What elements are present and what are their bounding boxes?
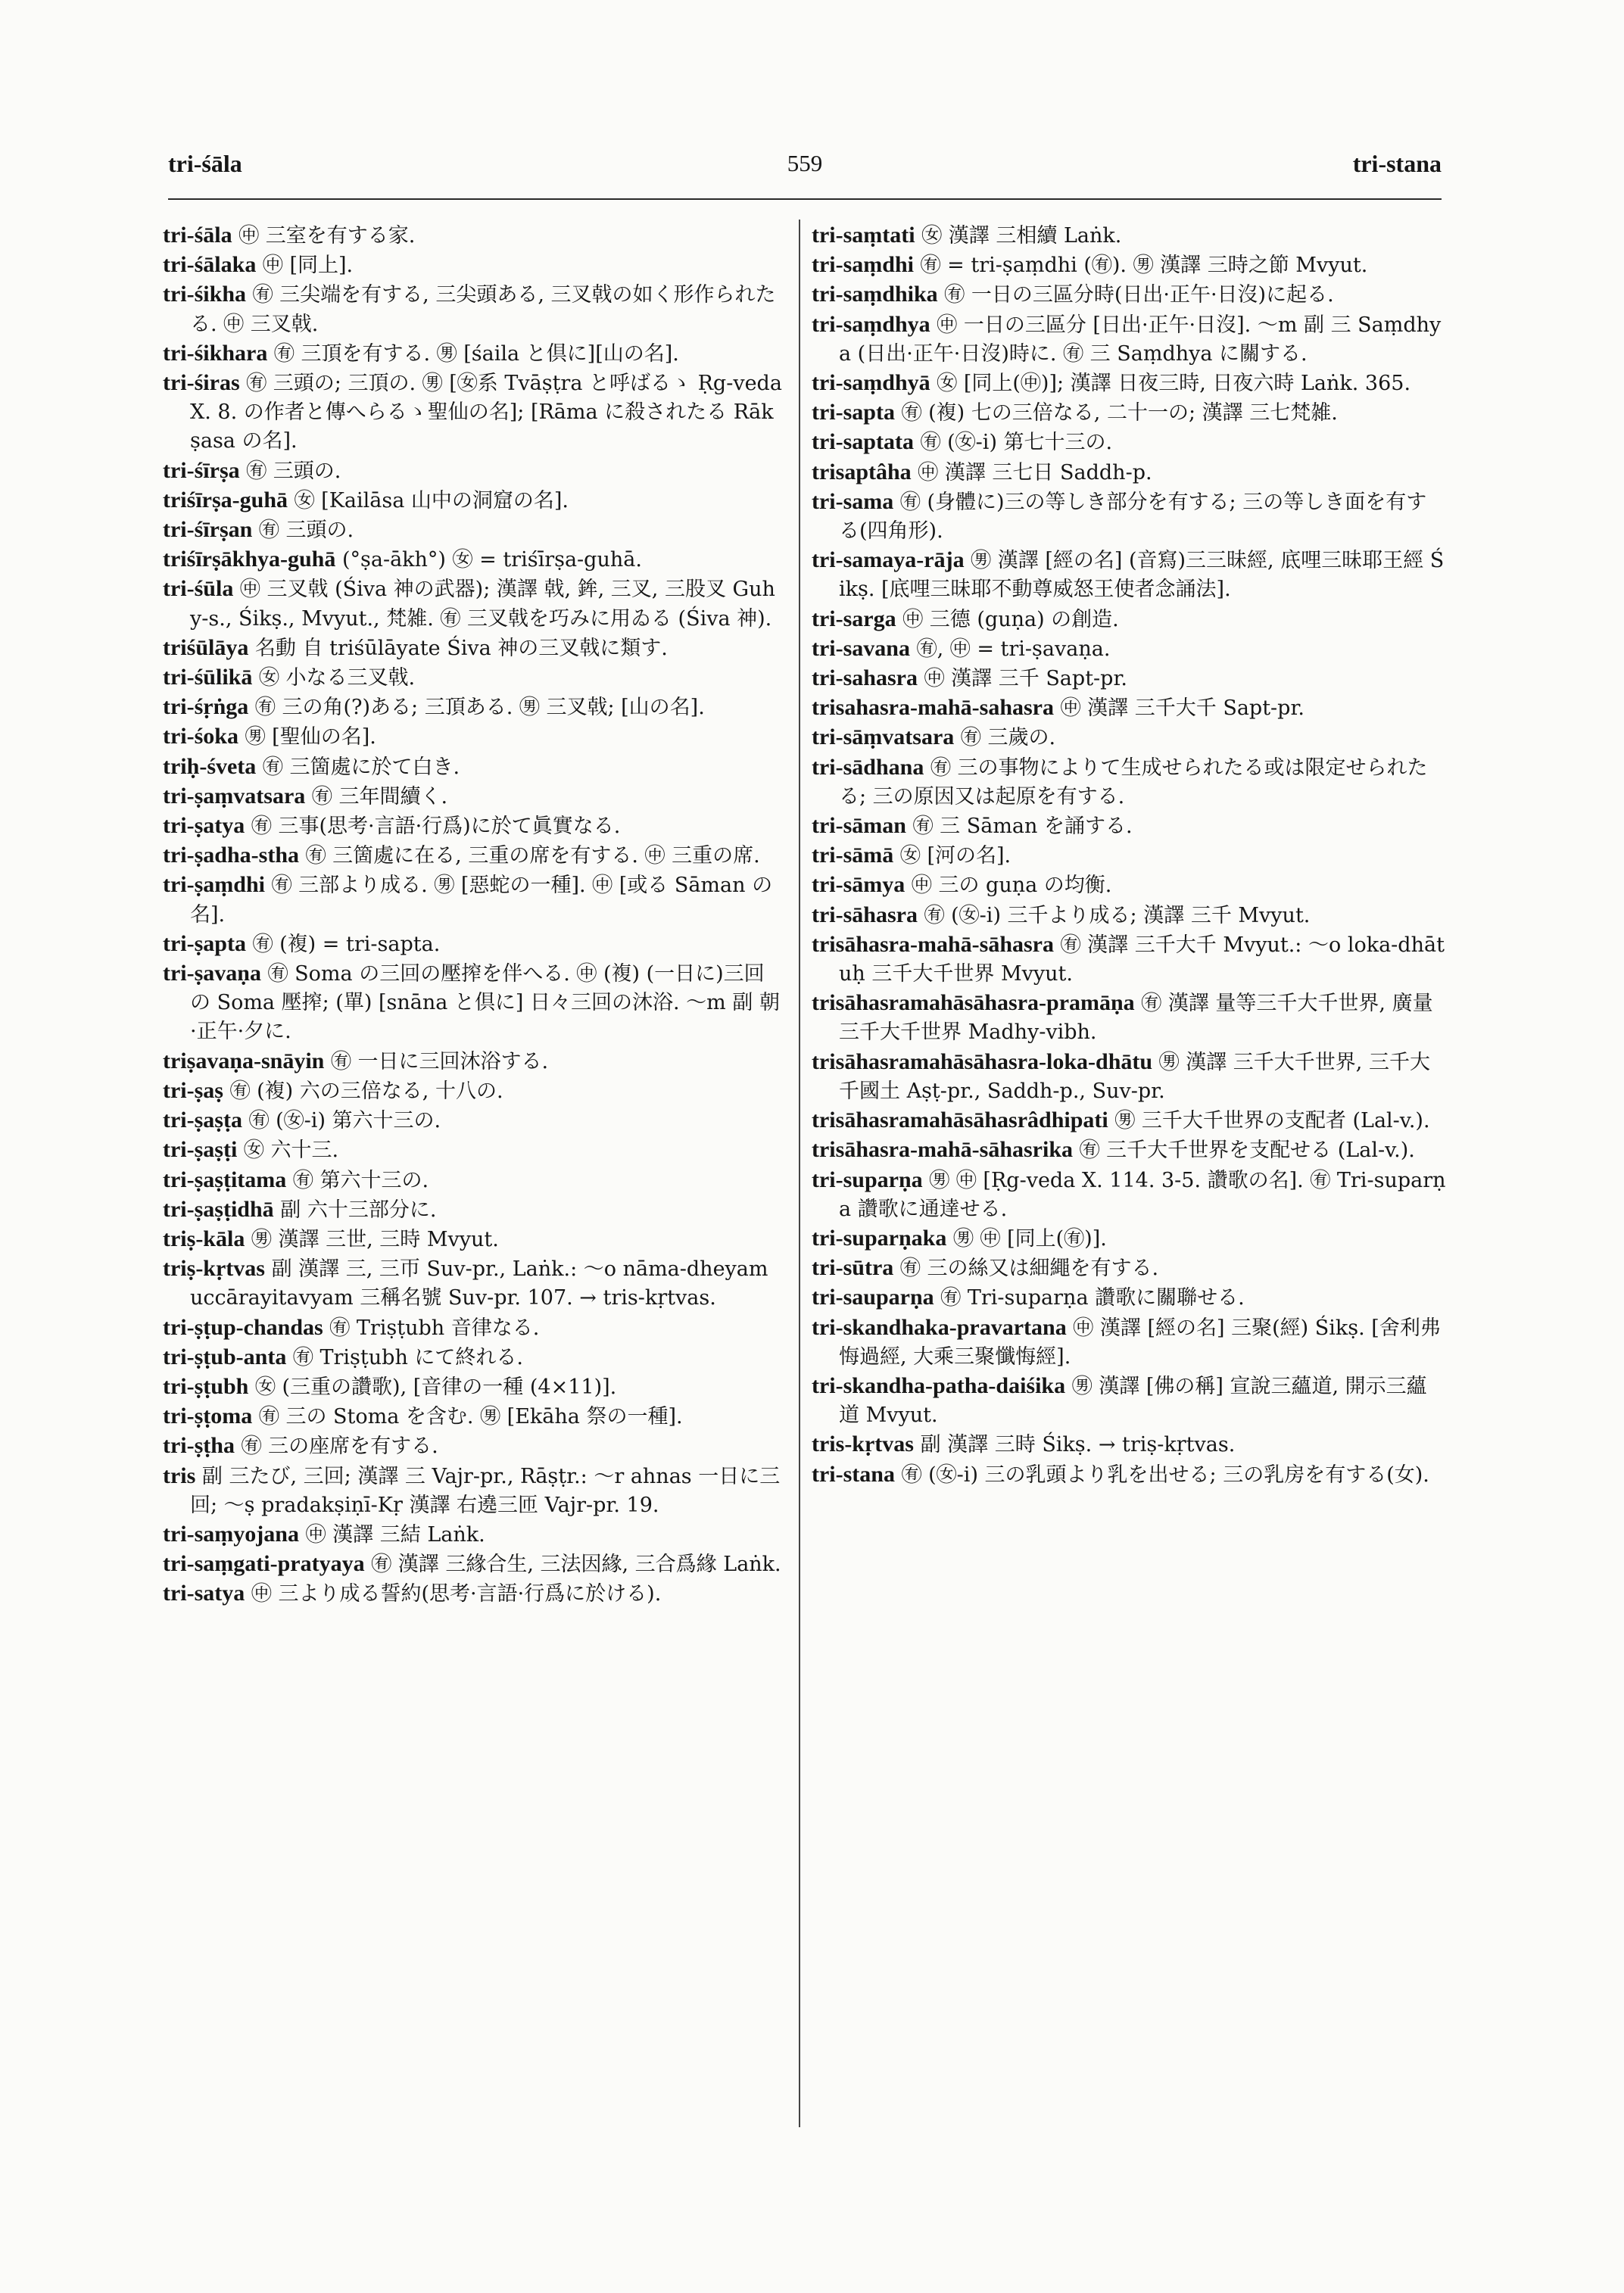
entry-headword: tri-suparṇa <box>812 1167 923 1192</box>
entry-headword: tris <box>163 1463 196 1488</box>
entry-definition: ㊥ 漢譯 三千 Sapt-pr. <box>917 667 1127 691</box>
entry-definition: ㊒ 三箇處に在る, 三重の席を有する. ㊥ 三重の席. <box>299 844 760 868</box>
entry-headword: tri-saṃyojana <box>163 1521 299 1547</box>
dictionary-entry <box>163 1372 784 1402</box>
entry-definition: ㊒ 三頭の. <box>239 459 341 483</box>
entry-headword: tri-śoka <box>163 724 238 749</box>
entry-headword: tri-śīrṣan <box>163 517 253 543</box>
dictionary-entry <box>163 959 784 1047</box>
entry-definition: 名動 自 triśūlāyate Śiva 神の三叉戟に類す. <box>248 636 668 660</box>
entry-headword: tri-sauparṇa <box>812 1285 934 1310</box>
entry-definition: ㊒ Soma の三回の壓搾を伴へる. ㊥ (複) (一日に)三回の Soma 壓搾; (單) [snāna と倶に] 日々三回の沐浴. ～m 副 朝·正午·夕に. <box>190 962 780 1044</box>
entry-definition: ㊛ [同上(㊥)]; 漢譯 日夜三時, 日夜六時 Laṅk. 365. <box>930 372 1411 396</box>
entry-definition: ㊒ 三箇處に於て白き. <box>256 755 460 779</box>
entry-definition: ㊒ 三の座席を有する. <box>234 1435 438 1459</box>
entry-headword: triṣ-kāla <box>163 1226 245 1251</box>
dictionary-entry <box>163 693 784 722</box>
entry-definition: ㊒ 漢譯 三緣合生, 三法因緣, 三合爲緣 Laṅk. <box>364 1553 781 1577</box>
dictionary-entry <box>163 663 784 693</box>
entry-definition: ㊒ = tri-ṣaṃdhi (㊒). ㊚ 漢譯 三時之節 Mvyut. <box>914 254 1368 278</box>
dictionary-entry <box>812 1372 1446 1430</box>
dictionary-entry <box>163 1550 784 1579</box>
entry-definition: ㊒ 一日に三回沐浴する. <box>324 1049 549 1073</box>
entry-definition: ㊥ 一日の三區分 [日出·正午·日沒]. ～m 副 三 Saṃdhya (日出·正午·日沒)時に. ㊒ 三 Saṃdhya に關する. <box>839 313 1442 366</box>
entry-definition: ㊒ 三の事物によりて生成せられたる或は限定せられたる; 三の原因又は起原を有する. <box>839 756 1428 808</box>
entry-headword: tri-ṣṭubh <box>163 1373 249 1399</box>
entry-headword: tri-śāla <box>163 223 232 248</box>
entry-definition: ㊒, ㊥ = tri-ṣavaṇa. <box>910 637 1111 661</box>
dictionary-entry <box>812 1224 1446 1254</box>
entry-definition: ㊒ 一日の三區分時(日出·正午·日沒)に起る. <box>937 283 1334 307</box>
dictionary-entry <box>812 458 1446 488</box>
entry-headword: tri-ṣaṣ <box>163 1077 223 1103</box>
entry-definition: 副 漢譯 三時 Śikṣ. → triṣ-kṛtvas. <box>913 1433 1236 1457</box>
entry-headword: tri-sarga <box>812 606 896 631</box>
entry-definition: ㊥ 三室を有する家. <box>232 224 416 248</box>
entry-definition: ㊛ [Kailāsa 山中の洞窟の名]. <box>288 488 569 512</box>
entry-definition: ㊥ 漢譯 [經の名] 三聚(經) Śikṣ. [舍利弗悔過經, 大乘三聚懺悔經]. <box>839 1316 1441 1369</box>
entry-headword: tri-stana <box>812 1461 895 1487</box>
entry-definition: ㊥ 三叉戟 (Śiva 神の武器); 漢譯 戟, 鉾, 三叉, 三股叉 Guhy-s., Śikṣ., Mvyut., 梵雑. ㊒ 三叉戟を巧みに用ゐる (Śiva 神). <box>190 578 775 631</box>
page-header <box>168 150 1442 188</box>
entry-definition: ㊛ 漢譯 三相續 Laṅk. <box>915 224 1122 248</box>
entry-definition: 副 三たび, 三回; 漢譯 三 Vajr-pr., Rāṣṭr.: ～r ahnas 一日に三回; ～ṣ pradakṣiṇī-Kṛ 漢譯 右遶三匝 Vajr-pr. 19. <box>190 1464 781 1517</box>
dictionary-entry <box>163 339 784 369</box>
dictionary-entry <box>812 1313 1446 1372</box>
dictionary-entry <box>812 1254 1446 1283</box>
entry-headword: trisāhasramahāsāhasrâdhipati <box>812 1108 1108 1133</box>
entry-headword: tri-sāhasra <box>812 902 918 927</box>
dictionary-entry <box>812 989 1446 1047</box>
entry-headword: tri-sapta <box>812 400 895 425</box>
dictionary-entry <box>163 1462 784 1520</box>
entry-headword: tri-saṃdhi <box>812 252 914 278</box>
dictionary-entry <box>812 634 1446 664</box>
dictionary-entry <box>163 1106 784 1136</box>
entry-headword: tri-ṣavaṇa <box>163 961 261 986</box>
dictionary-entry <box>812 1430 1446 1460</box>
entry-headword: tri-sama <box>812 488 894 514</box>
entry-headword: tri-ṣṭub-anta <box>163 1344 287 1369</box>
entry-headword: tri-samaya-rāja <box>812 547 965 573</box>
entry-definition: ㊥ 漢譯 三七日 Saddh-p. <box>911 460 1152 484</box>
dictionary-entry <box>163 634 784 663</box>
entry-headword: tri-ṣaṣṭi <box>163 1137 238 1163</box>
dictionary-entry <box>163 280 784 338</box>
dictionary-entry <box>163 1313 784 1343</box>
entry-definition: ㊛ 小なる三叉戟. <box>252 666 416 690</box>
entry-definition: ㊚ 漢譯 三千大千世界, 三千大千國土 Aṣṭ-pr., Saddh-p., Suv-pr. <box>839 1050 1430 1103</box>
entry-headword: triṣ-kṛtvas <box>163 1256 265 1282</box>
entry-definition: ㊒ (㊛-i) 第七十三の. <box>913 431 1113 455</box>
entry-definition: ㊒ 三の絲又は細繩を有する. <box>893 1257 1159 1281</box>
dictionary-entry <box>812 693 1446 723</box>
entry-headword: tri-skandha-patha-daiśika <box>812 1372 1066 1398</box>
entry-headword: trisahasra-mahā-sahasra <box>812 695 1054 721</box>
entry-headword: triśīrṣa-guhā <box>163 487 288 512</box>
dictionary-entry <box>812 369 1446 398</box>
dictionary-entry <box>163 752 784 782</box>
dictionary-entry <box>163 516 784 545</box>
entry-headword: tri-saṃgati-pratyaya <box>163 1551 365 1577</box>
entry-definition: ㊚ 漢譯 [佛の稱] 宣說三蘊道, 開示三蘊道 Mvyut. <box>839 1374 1427 1428</box>
entry-definition: ㊒ (複) 七の三倍なる, 二十一の; 漢譯 三七梵雑. <box>894 401 1338 425</box>
entry-headword: tri-sādhana <box>812 754 924 780</box>
entry-headword: tri-saṃdhya <box>812 311 930 337</box>
dictionary-entry <box>812 1136 1446 1165</box>
dictionary-entry <box>163 575 784 633</box>
entry-definition: ㊒ (㊛-i) 三千より成る; 漢譯 三千 Mvyut. <box>917 903 1311 927</box>
header-rule <box>168 198 1442 200</box>
entry-headword: triśīrṣākhya-guhā <box>163 547 336 572</box>
entry-headword: tri-sāmya <box>812 872 906 898</box>
dictionary-entry <box>812 930 1446 989</box>
entry-headword: trisāhasra-mahā-sāhasrika <box>812 1137 1074 1163</box>
entry-definition: ㊒ 漢譯 三千大千 Mvyut.: ～o loka-dhātuḥ 三千大千世界 Mvyut. <box>839 933 1445 986</box>
entry-headword: tri-śūla <box>163 576 234 602</box>
entry-definition: ㊚ [聖仙の名]. <box>238 725 376 749</box>
entry-definition: ㊚ 漢譯 [經の名] (音寫)三三昧經, 底哩三昧耶王經 Śikṣ. [底哩三昧耶不動尊威怒王使者念誦法]. <box>839 549 1445 602</box>
entry-definition: ㊚ ㊥ [同上(㊒)]. <box>946 1226 1107 1251</box>
entry-definition: ㊛ (三重の讚歌), [音律の一種 (4×11)]. <box>248 1375 617 1399</box>
entry-headword: tri-ṣaṣṭidhā <box>163 1196 274 1222</box>
entry-headword: tri-sahasra <box>812 665 918 691</box>
entry-definition: ㊥ 漢譯 三千大千 Sapt-pr. <box>1054 696 1304 721</box>
dictionary-entry <box>163 930 784 959</box>
entry-definition: ㊛ 六十三. <box>237 1139 339 1163</box>
entry-definition: ㊒ 漢譯 量等三千大千世界, 廣量三千大千世界 Madhy-vibh. <box>839 992 1433 1045</box>
dictionary-entry <box>163 1047 784 1076</box>
entry-definition: ㊚ 漢譯 三世, 三時 Mvyut. <box>245 1227 499 1251</box>
dictionary-entry <box>163 456 784 486</box>
entry-definition: ㊥ 漢譯 三結 Laṅk. <box>298 1522 485 1547</box>
entry-headword: tri-saṃtati <box>812 223 915 248</box>
page-number: 559 <box>787 150 823 176</box>
dictionary-entry <box>812 1166 1446 1224</box>
entry-headword: tri-satya <box>163 1581 245 1606</box>
entry-headword: tri-suparṇaka <box>812 1225 947 1251</box>
dictionary-entry <box>812 488 1446 546</box>
entry-definition: ㊒ 三歲の. <box>954 726 1056 750</box>
entry-headword: tri-ṣaṣṭitama <box>163 1167 287 1192</box>
dictionary-entry <box>812 1048 1446 1106</box>
entry-definition: ㊒ 三の Stoma を含む. ㊚ [Ekāha 祭の一種]. <box>252 1405 683 1429</box>
dictionary-entry <box>812 841 1446 871</box>
dictionary-entry <box>163 871 784 929</box>
entry-headword: tri-śūlikā <box>163 665 253 690</box>
entry-definition: ㊒ 三の角(?)ある; 三頂ある. ㊚ 三叉戟; [山の名]. <box>248 696 705 720</box>
header-right-guideword: tri-stana <box>1352 150 1442 177</box>
dictionary-entry <box>163 841 784 871</box>
dictionary-entry <box>812 812 1446 841</box>
entry-definition: ㊒ (㊛-i) 三の乳頭より乳を出せる; 三の乳房を有する(女). <box>894 1463 1429 1487</box>
dictionary-entry <box>163 1195 784 1225</box>
entry-definition: ㊒ 三事(思考·言語·行爲)に於て眞實なる. <box>245 815 621 839</box>
entry-headword: tri-ṣatya <box>163 813 245 839</box>
entry-headword: tri-śālaka <box>163 252 257 278</box>
entry-headword: tri-ṣapta <box>163 930 246 956</box>
dictionary-entry <box>812 1283 1446 1313</box>
entry-definition: ㊥ 三德 (guṇa) の創造. <box>896 607 1119 631</box>
left-column <box>163 221 784 1609</box>
dictionary-entry <box>163 1520 784 1550</box>
entry-headword: tri-śikhara <box>163 340 268 366</box>
entry-definition: ㊒ 三年間續く. <box>305 784 448 808</box>
entry-definition: ㊒ (㊛-i) 第六十三の. <box>242 1109 441 1133</box>
entry-definition: ㊚ ㊥ [Ṛg-veda X. 114. 3-5. 讚歌の名]. ㊒ Tri-suparṇa 讚歌に通達せる. <box>839 1168 1446 1221</box>
dictionary-entry <box>812 753 1446 812</box>
entry-headword: tri-saṃdhyā <box>812 370 930 396</box>
entry-headword: tri-śikha <box>163 282 247 307</box>
dictionary-entry <box>163 1579 784 1609</box>
entry-definition: ㊒ 第六十三の. <box>286 1168 429 1192</box>
dictionary-entry <box>812 1106 1446 1136</box>
dictionary-entry <box>812 871 1446 900</box>
dictionary-entry <box>163 251 784 280</box>
entry-headword: tri-sūtra <box>812 1255 894 1281</box>
entry-definition: ㊒ 三 Sāman を誦する. <box>906 815 1133 839</box>
entry-headword: trisaptâha <box>812 459 912 484</box>
entry-headword: tri-ṣadha-stha <box>163 843 300 868</box>
dictionary-entry <box>812 901 1446 930</box>
entry-headword: triḥ-śveta <box>163 753 257 779</box>
entry-headword: tri-śiras <box>163 370 240 396</box>
entry-headword: trisāhasra-mahā-sāhasra <box>812 931 1054 957</box>
dictionary-entry <box>163 722 784 752</box>
entry-definition: ㊒ 三頭の; 三頂の. ㊚ [㊛系 Tvāṣṭra と呼ばるゝ Ṛg-veda X. 8. の作者と傳へらるゝ聖仙の名]; [Rāma に殺されたる Rākṣasa の名]. <box>190 372 782 453</box>
entry-definition: ㊒ 三部より成る. ㊚ [惡蛇の一種]. ㊥ [或る Sāman の名]. <box>190 874 773 927</box>
entry-definition: ㊛ [河の名]. <box>893 844 1011 868</box>
entry-headword: tri-ṣṭoma <box>163 1404 253 1429</box>
entry-headword: tri-ṣṭha <box>163 1433 235 1459</box>
dictionary-entry <box>812 546 1446 604</box>
dictionary-entry <box>812 398 1446 428</box>
dictionary-entry <box>812 280 1446 310</box>
entry-definition: ㊒ 三頂を有する. ㊚ [śaila と倶に][山の名]. <box>267 341 679 366</box>
entry-headword: tri-saṃdhika <box>812 282 938 307</box>
entry-headword: tri-ṣaṃdhi <box>163 872 265 898</box>
dictionary-entry <box>812 1460 1446 1490</box>
dictionary-entry <box>163 486 784 516</box>
entry-headword: tri-saptata <box>812 429 914 455</box>
dictionary-entry <box>163 221 784 251</box>
entry-definition: ㊚ 三千大千世界の支配者 (Lal-v.). <box>1108 1109 1430 1133</box>
entry-definition: ㊒ (複) 六の三倍なる, 十八の. <box>223 1079 503 1103</box>
entry-definition: ㊒ 三頭の. <box>252 519 354 543</box>
entry-headword: triṣavaṇa-snāyin <box>163 1048 325 1073</box>
dictionary-entry <box>163 1343 784 1372</box>
entry-definition: (°ṣa-ākh°) ㊛ = triśīrṣa-guhā. <box>335 548 642 572</box>
entry-definition: ㊒ 三千大千世界を支配せる (Lal-v.). <box>1073 1139 1415 1163</box>
entry-headword: tri-ṣaṃvatsara <box>163 783 306 808</box>
dictionary-entry <box>163 1225 784 1254</box>
dictionary-entry <box>812 221 1446 251</box>
dictionary-entry <box>163 1432 784 1461</box>
entry-definition: ㊥ 三より成る誓約(思考·言語·行爲に於ける). <box>245 1582 662 1606</box>
entry-definition: ㊒ Tri-suparṇa 讚歌に關聯せる. <box>934 1286 1245 1310</box>
right-column <box>812 221 1446 1490</box>
entry-headword: tri-ṣṭup-chandas <box>163 1314 323 1340</box>
dictionary-entry <box>163 369 784 456</box>
dictionary-entry <box>163 782 784 812</box>
entry-headword: triśūlāya <box>163 634 249 660</box>
entry-headword: trisāhasramahāsāhasra-loka-dhātu <box>812 1048 1153 1074</box>
header-left-guideword: tri-śāla <box>168 150 242 177</box>
entry-definition: ㊒ (複) = tri-sapta. <box>245 932 441 956</box>
entry-headword: tris-kṛtvas <box>812 1432 914 1457</box>
entry-definition: ㊒ Triṣṭubh 音律なる. <box>323 1316 540 1340</box>
dictionary-entry <box>163 1076 784 1106</box>
dictionary-entry <box>163 1136 784 1165</box>
dictionary-entry <box>812 664 1446 693</box>
entry-headword: tri-sāman <box>812 813 906 839</box>
entry-headword: tri-sāṃvatsara <box>812 724 955 750</box>
entry-definition: 副 漢譯 三, 三帀 Suv-pr., Laṅk.: ～o nāma-dheyam uccārayitavyam 三稱名號 Suv-pr. 107. → tris-kṛtvas. <box>190 1257 768 1310</box>
entry-definition: ㊒ Triṣṭubh にて終れる. <box>286 1345 523 1369</box>
entry-definition: ㊒ (身體に)三の等しき部分を有する; 三の等しき面を有する(四角形). <box>839 490 1427 544</box>
entry-definition: ㊥ [同上]. <box>256 254 354 278</box>
entry-headword: tri-skandhaka-pravartana <box>812 1314 1067 1340</box>
dictionary-entry <box>812 310 1446 369</box>
dictionary-entry <box>163 812 784 841</box>
dictionary-entry <box>812 723 1446 752</box>
entry-definition: 副 六十三部分に. <box>273 1198 437 1222</box>
dictionary-entry <box>812 428 1446 457</box>
dictionary-entry <box>163 545 784 575</box>
dictionary-entry <box>163 1254 784 1313</box>
entry-headword: tri-sāmā <box>812 843 894 868</box>
entry-headword: tri-śīrṣa <box>163 457 240 483</box>
entry-headword: tri-śṛṅga <box>163 694 249 720</box>
column-divider <box>799 220 800 2127</box>
entry-headword: tri-ṣaṣṭa <box>163 1108 242 1133</box>
dictionary-entry <box>163 1166 784 1195</box>
entry-definition: ㊒ 三尖端を有する, 三尖頭ある, 三叉戟の如く形作られたる. ㊥ 三叉戟. <box>190 283 776 336</box>
entry-headword: trisāhasramahāsāhasra-pramāṇa <box>812 990 1135 1016</box>
entry-headword: tri-savana <box>812 635 910 661</box>
entry-definition: ㊥ 三の guṇa の均衡. <box>905 874 1112 898</box>
dictionary-entry <box>812 251 1446 280</box>
dictionary-entry <box>163 1402 784 1432</box>
dictionary-entry <box>812 605 1446 634</box>
